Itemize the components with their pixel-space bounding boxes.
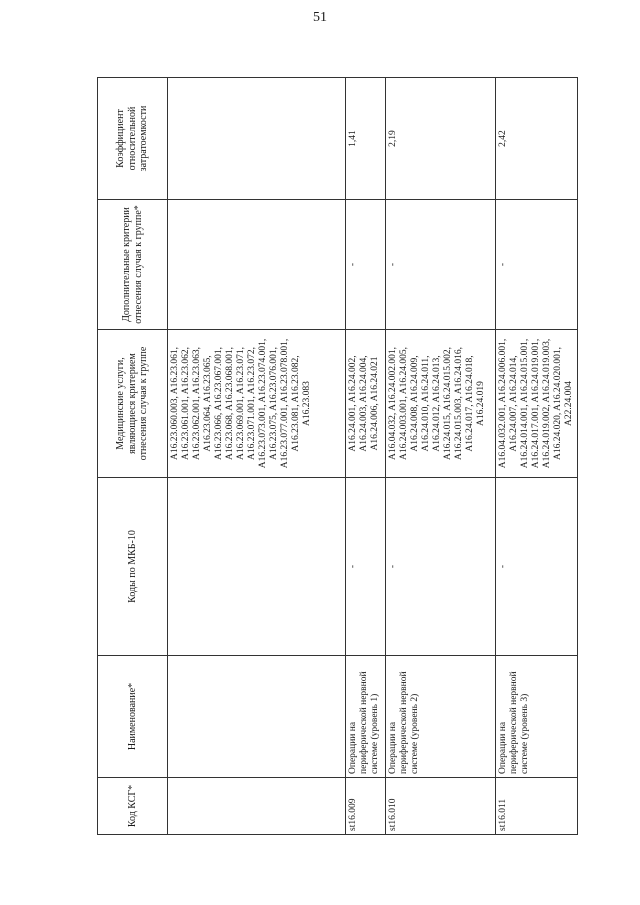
cell-name: Операции на периферической нервной системе (уровень 2)	[386, 656, 496, 778]
table-row	[496, 78, 578, 835]
cell-name: Операции на периферической нервной системе (уровень 3)	[496, 656, 578, 778]
table-row	[168, 78, 346, 835]
header-extra-criteria: Дополнительные критерии отнесения случая к группе*	[98, 200, 168, 330]
table-viewport	[97, 78, 574, 835]
cell-services: A16.04.032, A16.24.002.001, A16.24.003.001, A16.24.005, A16.24.008, A16.24.009, A16.24.010, A16.24.011, A16.24.012, A16.24.013, A16.24.015, A16.24.015.002, A16.24.015.003, A16.24.016, A16.24.017, A16.24.018, A16.24.019	[386, 330, 496, 478]
header-mkb: Коды по МКБ-10	[98, 478, 168, 656]
cell-code: st16.011	[496, 778, 578, 835]
cell-name	[168, 656, 346, 778]
cell-coefficient	[168, 78, 346, 200]
header-name: Наименование*	[98, 656, 168, 778]
cell-coefficient: 2,19	[386, 78, 496, 200]
cell-services: A16.23.060.003, A16.23.061, A16.23.061.001, A16.23.062, A16.23.062.001, A16.23.063, A16.23.064, A16.23.065, A16.23.066, A16.23.067.001, A16.23.068, A16.23.068.001, A16.23.069.001, A16.23.071, A16.23.071.001, A16.23.072, A16.23.073.001, A16.23.074.001, A16.23.075, A16.23.076.001, A16.23.077.001, A16.23.078.001, A16.23.081, A16.23.082, A16.23.083	[168, 330, 346, 478]
cell-mkb: -	[386, 478, 496, 656]
cell-coefficient: 1,41	[346, 78, 386, 200]
header-coefficient: Коэффициент относительной затратоемкости	[98, 78, 168, 200]
table-header-row	[98, 78, 168, 835]
header-services: Медицинские услуги, являющиеся критерием отнесения случая к группе	[98, 330, 168, 478]
cell-mkb	[168, 478, 346, 656]
cell-code: st16.009	[346, 778, 386, 835]
page-number: 51	[313, 10, 327, 25]
header-code: Код КСГ*	[98, 778, 168, 835]
table-row	[346, 78, 386, 835]
ksg-table	[97, 77, 578, 835]
cell-code: st16.010	[386, 778, 496, 835]
cell-code	[168, 778, 346, 835]
cell-services: A16.04.032.001, A16.24.006.001, A16.24.007, A16.24.014, A16.24.014.001, A16.24.015.001, A16.24.017.001, A16.24.019.001, A16.24.019.002, A16.24.019.003, A16.24.020, A16.24.020.001, A22.24.004	[496, 330, 578, 478]
cell-coefficient: 2,42	[496, 78, 578, 200]
cell-extra: -	[386, 200, 496, 330]
cell-mkb: -	[346, 478, 386, 656]
cell-services: A16.24.001, A16.24.002, A16.24.003, A16.24.004, A16.24.006, A16.24.021	[346, 330, 386, 478]
table-row	[386, 78, 496, 835]
cell-mkb: -	[496, 478, 578, 656]
cell-extra: -	[496, 200, 578, 330]
rotated-table-container	[97, 78, 574, 835]
cell-name: Операции на периферической нервной системе (уровень 1)	[346, 656, 386, 778]
cell-extra	[168, 200, 346, 330]
cell-extra: -	[346, 200, 386, 330]
